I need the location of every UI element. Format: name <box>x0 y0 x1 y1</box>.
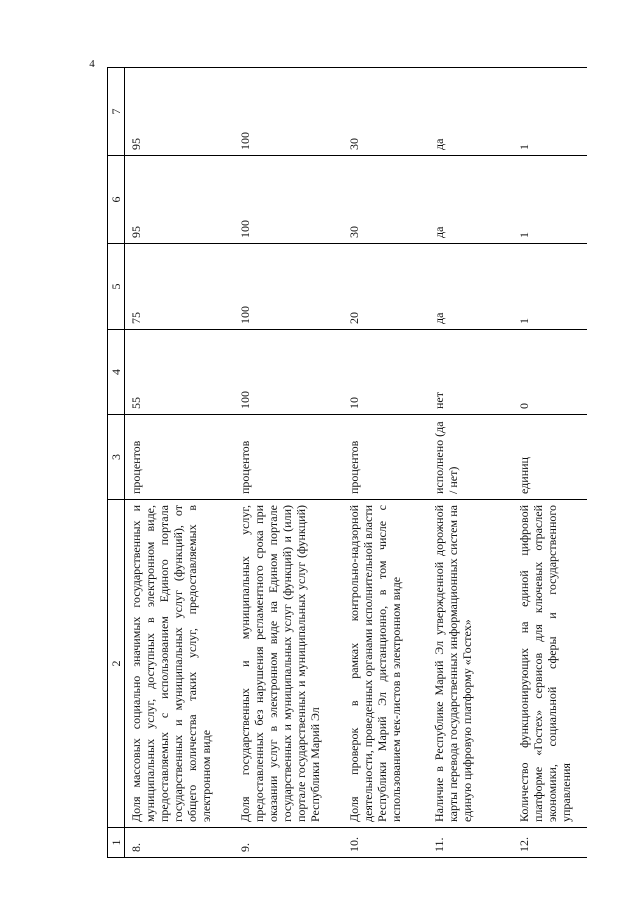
col-header-1: 1 <box>108 828 125 858</box>
value-col-5: да <box>428 244 513 330</box>
header-row <box>108 68 125 858</box>
table-row <box>125 68 234 858</box>
indicator-name: Доля проверок в рамках контрольно-надзорной деятельности, проведенных органами исполнительной власти Республики Марий Эл дистанционно, в том числе с использованием чек-листов в электронном виде <box>343 500 428 828</box>
col-header-5: 5 <box>108 244 125 330</box>
row-number: 12. <box>513 828 587 858</box>
value-col-6: 30 <box>343 156 428 244</box>
value-col-7: 30 <box>343 68 428 156</box>
indicators-table <box>107 67 587 858</box>
table-row <box>343 68 428 858</box>
unit-cell: исполнено (да / нет) <box>428 415 513 500</box>
value-col-5: 100 <box>234 244 343 330</box>
indicator-name: Количество функционирующих на единой цифровой платформе «Гостех» сервисов для ключевых отраслей экономики, социальной сферы и государственного управления <box>513 500 587 828</box>
indicator-name: Наличие в Республике Марий Эл утвержденной дорожной карты перевода государственных информационных систем на единую цифровую платформу «Гостех» <box>428 500 513 828</box>
value-col-5: 75 <box>125 244 234 330</box>
page-number: 4 <box>89 58 95 70</box>
rotated-table-wrapper <box>107 68 639 858</box>
value-col-7: 1 <box>513 68 587 156</box>
value-col-7: 100 <box>234 68 343 156</box>
value-col-4: 10 <box>343 330 428 415</box>
value-col-4: 55 <box>125 330 234 415</box>
value-col-7: да <box>428 68 513 156</box>
unit-cell: процентов <box>343 415 428 500</box>
value-col-7: 95 <box>125 68 234 156</box>
value-col-6: 95 <box>125 156 234 244</box>
unit-cell: процентов <box>234 415 343 500</box>
row-number: 9. <box>234 828 343 858</box>
value-col-5: 20 <box>343 244 428 330</box>
value-col-4: 0 <box>513 330 587 415</box>
value-col-4: нет <box>428 330 513 415</box>
col-header-6: 6 <box>108 156 125 244</box>
row-number: 8. <box>125 828 234 858</box>
unit-cell: единиц <box>513 415 587 500</box>
col-header-4: 4 <box>108 330 125 415</box>
table-row <box>513 68 587 858</box>
value-col-6: 100 <box>234 156 343 244</box>
row-number: 10. <box>343 828 428 858</box>
table-row <box>428 68 513 858</box>
value-col-5: 1 <box>513 244 587 330</box>
indicator-name: Доля государственных и муниципальных услуг, предоставленных без нарушения регламентного срока при оказании услуг в электронном виде на Едином портале государственных и муниципальных услуг (функций) и (или) портале государственных и муниципальных услуг (функций) Республики Марий Эл <box>234 500 343 828</box>
col-header-7: 7 <box>108 68 125 156</box>
row-number: 11. <box>428 828 513 858</box>
value-col-6: 1 <box>513 156 587 244</box>
indicator-name: Доля массовых социально значимых государственных и муниципальных услуг, доступных в электронном виде, предоставляемых с использованием Единого портала государственных и муниципальных услуг (функций), от общего количества таких услуг, предоставляемых в электронном виде <box>125 500 234 828</box>
unit-cell: процентов <box>125 415 234 500</box>
value-col-6: да <box>428 156 513 244</box>
table-row <box>234 68 343 858</box>
value-col-4: 100 <box>234 330 343 415</box>
col-header-2: 2 <box>108 500 125 828</box>
col-header-3: 3 <box>108 415 125 500</box>
